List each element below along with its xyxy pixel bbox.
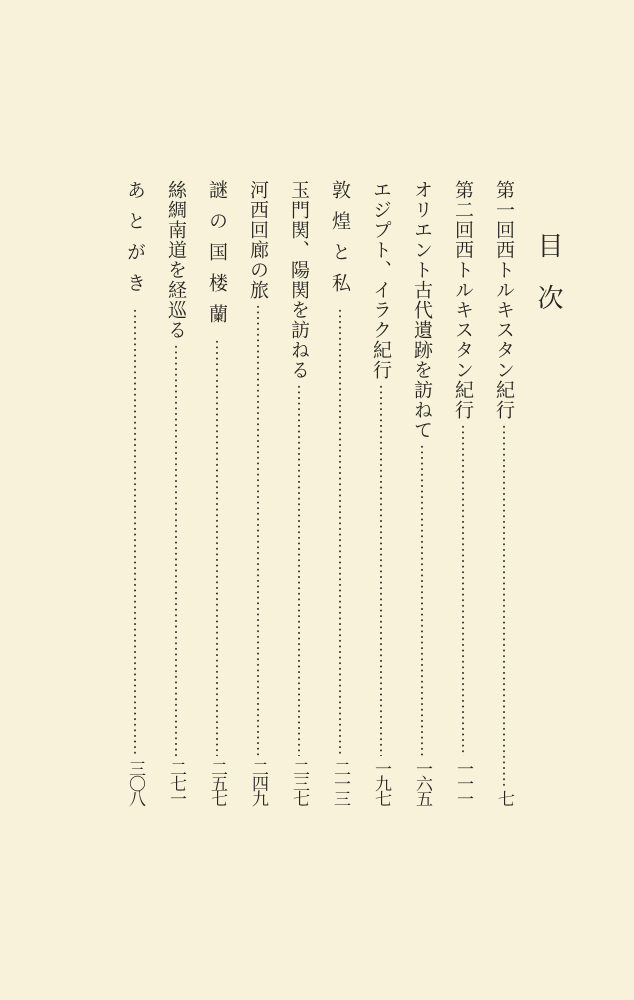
toc-entry-title: 第一回西トルキスタン紀行 xyxy=(493,180,515,420)
dot-leader xyxy=(502,424,506,786)
dot-leader xyxy=(297,384,301,756)
dot-leader xyxy=(215,339,219,756)
dot-leader xyxy=(379,384,383,756)
toc-entry[interactable] xyxy=(442,180,483,805)
toc-entry-title: 玉門関、陽関を訪ねる xyxy=(288,180,310,380)
dot-leader xyxy=(461,424,465,756)
toc-entry[interactable] xyxy=(319,180,360,805)
toc-entry-page: 二五七 xyxy=(207,760,227,805)
toc-entry-page: 七 xyxy=(494,790,514,805)
toc-entry-title: 第二回西トルキスタン紀行 xyxy=(452,180,474,420)
toc-entry-page: 一六五 xyxy=(412,760,432,805)
toc-entry[interactable] xyxy=(483,180,524,805)
toc-entry-title: エジプト、イラク紀行 xyxy=(370,180,392,380)
toc-entry-title: オリエント古代遺跡を訪ねて xyxy=(411,180,433,440)
toc-entry-page: 二三七 xyxy=(289,760,309,805)
toc-entry-page: 一九七 xyxy=(371,760,391,805)
toc-entry[interactable] xyxy=(155,180,196,805)
toc-entry-page: 二四九 xyxy=(248,760,268,805)
toc-entry[interactable] xyxy=(278,180,319,805)
toc-entry-title: 河西回廊の旅 xyxy=(247,180,269,300)
toc-entry-page: 三〇八 xyxy=(125,760,145,805)
toc-entry-page: 二一三 xyxy=(330,760,350,805)
toc-entry[interactable] xyxy=(196,180,237,805)
dot-leader xyxy=(338,308,342,756)
toc-entry-title: 敦煌と私 xyxy=(329,180,351,304)
toc-entry[interactable] xyxy=(360,180,401,805)
toc-list xyxy=(114,180,524,805)
toc-entry-page: 二七一 xyxy=(166,760,186,805)
toc-entry-title: 絲綢南道を経巡る xyxy=(165,180,187,340)
toc-entry-title: あとがき xyxy=(124,180,146,304)
dot-leader xyxy=(133,308,137,756)
toc-entry[interactable] xyxy=(237,180,278,805)
toc-entry[interactable] xyxy=(114,180,155,805)
dot-leader xyxy=(256,304,260,756)
page-title: 目次 xyxy=(533,232,563,336)
toc-entry[interactable] xyxy=(401,180,442,805)
toc-entry-page: 一一一 xyxy=(453,760,473,805)
dot-leader xyxy=(174,344,178,756)
dot-leader xyxy=(420,444,424,756)
toc-entry-title: 謎の国楼蘭 xyxy=(206,180,228,335)
